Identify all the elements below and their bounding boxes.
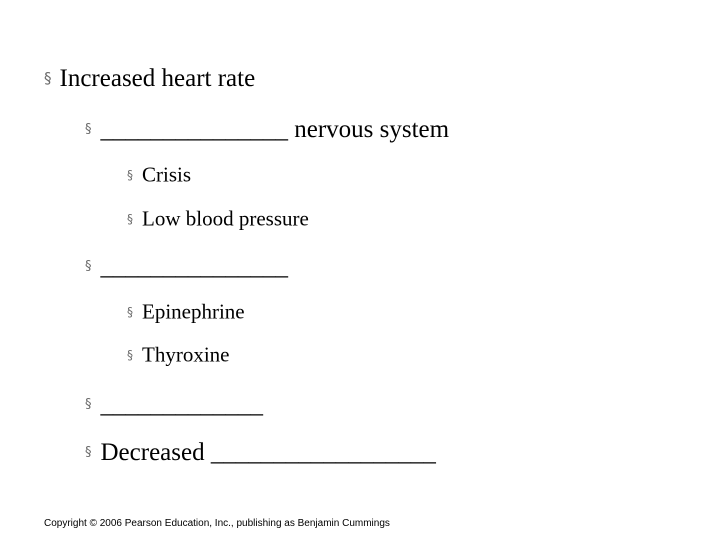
bullet-icon: § bbox=[44, 68, 52, 87]
bullet-text: Crisis bbox=[142, 162, 192, 187]
bullet-text: Decreased __________________ bbox=[100, 438, 436, 466]
bullet-icon: § bbox=[127, 348, 133, 363]
bullet-text: _______________ nervous system bbox=[100, 115, 450, 143]
bullet-increased-heart-rate bbox=[44, 64, 255, 91]
bullet-icon: § bbox=[127, 212, 133, 227]
bullet-text: Epinephrine bbox=[142, 299, 245, 324]
bullet-icon: § bbox=[85, 258, 92, 274]
bullet-blank-2 bbox=[85, 390, 263, 417]
bullet-nervous-system bbox=[85, 115, 449, 142]
bullet-icon: § bbox=[85, 396, 92, 412]
bullet-icon: § bbox=[127, 305, 133, 320]
bullet-icon: § bbox=[85, 444, 92, 460]
bullet-text: Increased heart rate bbox=[59, 64, 256, 92]
bullet-low-blood-pressure bbox=[127, 207, 309, 230]
bullet-text: Thyroxine bbox=[142, 342, 230, 367]
bullet-thyroxine bbox=[127, 343, 229, 366]
bullet-text: Low blood pressure bbox=[142, 206, 309, 231]
bullet-decreased bbox=[85, 438, 436, 465]
bullet-crisis bbox=[127, 163, 191, 186]
bullet-text: _____________ bbox=[100, 390, 263, 418]
copyright-footer: Copyright © 2006 Pearson Education, Inc., publishing as Benjamin Cummings bbox=[44, 518, 390, 529]
bullet-text: _______________ bbox=[100, 252, 288, 280]
bullet-blank-1 bbox=[85, 252, 288, 279]
bullet-icon: § bbox=[85, 121, 92, 137]
bullet-icon: § bbox=[127, 168, 133, 183]
bullet-epinephrine bbox=[127, 300, 245, 323]
